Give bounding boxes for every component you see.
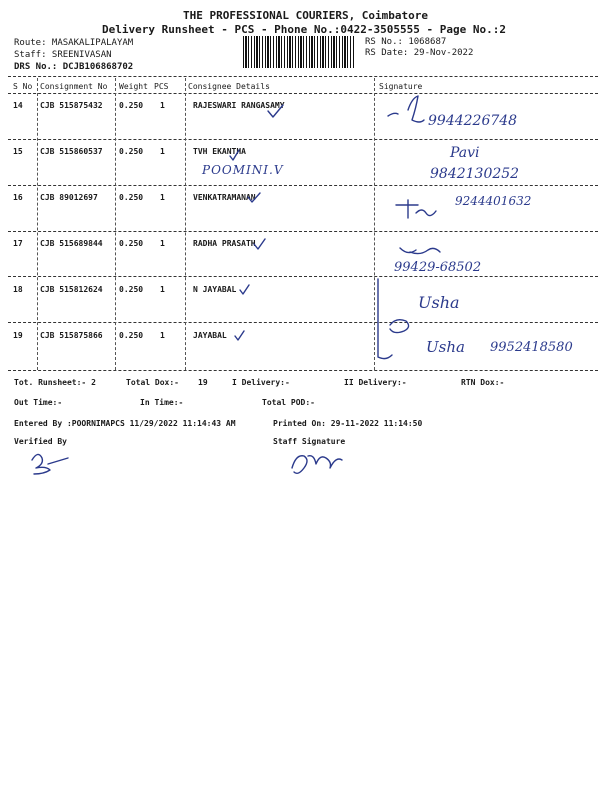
row-consignment-no: CJB 515875432 <box>40 101 103 110</box>
row-consignee: RAJESWARI RANGASAMY <box>193 101 285 110</box>
drs-number: DRS No.: DCJB106868702 <box>14 62 134 72</box>
ii-delivery: II Delivery:- <box>344 378 407 387</box>
rtn-dox: RTN Dox:- <box>461 378 505 387</box>
row-consignee: TVH EKANTHA <box>193 147 246 156</box>
rs-number: RS No.: 1068687 <box>365 37 447 47</box>
staff-label: Staff: SREENIVASAN <box>14 50 112 60</box>
handwritten-phone: 99429-68502 <box>394 260 482 275</box>
row-pcs: 1 <box>160 285 165 294</box>
row-pcs: 1 <box>160 239 165 248</box>
handwritten-signature: Usha <box>418 293 460 312</box>
route-label: Route: MASAKALIPALAYAM <box>14 38 134 48</box>
entered-by: Entered By :POORNIMAPCS 11/29/2022 11:14:43 AM <box>14 419 236 428</box>
row-consignment-no: CJB 515812624 <box>40 285 103 294</box>
col-header-pcs: PCS <box>154 82 169 91</box>
in-time: In Time:- <box>140 398 184 407</box>
col-header-consignment: Consignment No <box>40 82 108 91</box>
staff-signature: Staff Signature <box>273 437 346 446</box>
row-consignment-no: CJB 515860537 <box>40 147 103 156</box>
row-weight: 0.250 <box>119 147 144 156</box>
row-sno: 18 <box>13 285 23 294</box>
total-dox-value: 19 <box>198 378 208 387</box>
row-sno: 19 <box>13 331 23 340</box>
row-sno: 15 <box>13 147 23 156</box>
out-time: Out Time:- <box>14 398 63 407</box>
row-consignee: VENKATRAMANAN <box>193 193 256 202</box>
handwritten-signature: Pavi <box>450 145 480 161</box>
row-consignee: JAYABAL <box>193 331 227 340</box>
row-weight: 0.250 <box>119 239 144 248</box>
row-sno: 14 <box>13 101 23 110</box>
handwritten-phone: 9952418580 <box>490 340 573 355</box>
row-pcs: 1 <box>160 331 165 340</box>
handwritten-signature: Usha <box>426 338 465 356</box>
rs-date: RS Date: 29-Nov-2022 <box>365 48 474 58</box>
row-weight: 0.250 <box>119 193 144 202</box>
row-consignee: N JAYABAL <box>193 285 237 294</box>
row-consignment-no: CJB 515875866 <box>40 331 103 340</box>
col-header-consignee: Consignee Details <box>188 82 270 91</box>
verified-by: Verified By <box>14 437 67 446</box>
row-weight: 0.250 <box>119 285 144 294</box>
row-sno: 17 <box>13 239 23 248</box>
i-delivery: I Delivery:- <box>232 378 290 387</box>
tot-runsheet: Tot. Runsheet:- 2 <box>14 378 96 387</box>
handwritten-phone: 9944226748 <box>428 113 518 129</box>
row-pcs: 1 <box>160 147 165 156</box>
handwritten-name: POOMINI.V <box>202 163 284 177</box>
row-weight: 0.250 <box>119 101 144 110</box>
row-pcs: 1 <box>160 101 165 110</box>
total-dox-label: Total Dox:- <box>126 378 179 387</box>
printed-on: Printed On: 29-11-2022 11:14:50 <box>273 419 423 428</box>
row-consignment-no: CJB 515689844 <box>40 239 103 248</box>
row-sno: 16 <box>13 193 23 202</box>
handwritten-phone: 9842130252 <box>430 166 520 182</box>
handwritten-phone: 9244401632 <box>455 194 532 208</box>
total-pod: Total POD:- <box>262 398 315 407</box>
col-header-weight: Weight <box>119 82 148 91</box>
col-header-signature: Signature <box>379 82 423 91</box>
col-header-sno: S No <box>13 82 33 91</box>
row-weight: 0.250 <box>119 331 144 340</box>
row-pcs: 1 <box>160 193 165 202</box>
company-title: THE PROFESSIONAL COURIERS, Coimbatore <box>183 9 429 22</box>
row-consignee: RADHA PRASATH <box>193 239 256 248</box>
row-consignment-no: CJB 89012697 <box>40 193 98 202</box>
runsheet-subtitle: Delivery Runsheet - PCS - Phone No.:0422-3505555 - Page No.:2 <box>102 23 506 36</box>
